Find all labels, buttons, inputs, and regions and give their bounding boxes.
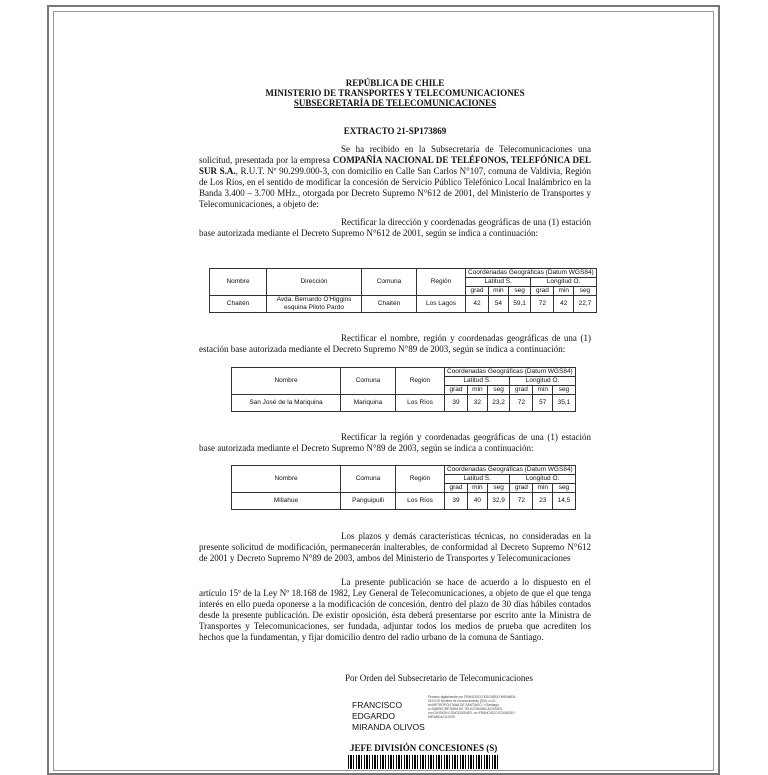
header-subsecretariat: SUBSECRETARÍA DE TELECOMUNICACIONES	[293, 98, 497, 108]
paragraph-1: Rectificar la dirección y coordenadas geográficas de una (1) estación base autorizada mediante el Decreto Supremo N°612 de 2001, según se indica a continuación:	[199, 217, 591, 238]
header-country: REPÚBLICA DE CHILE	[345, 78, 445, 88]
th-min: min	[533, 484, 553, 493]
th-seg: seg	[508, 287, 531, 296]
intro-text-b: , R.U.T. Nº 90.299.000-3, con domicilio en Calle San Carlos N°107, comuna de Valdivia, Región de Los Ríos, en el sentido de modificar la concesión de Servicio Público Telefónico Local Inalámbrico en la Banda 3.400 – 3.700 MHz., otorgada por Decreto Supremo N°612 de 2001, del Ministerio de Transportes y Telecomunicaciones, a objeto de:	[199, 166, 591, 209]
table-row	[210, 296, 597, 313]
table-row	[232, 395, 576, 412]
th-grad: grad	[445, 484, 468, 493]
cell: Panguipulli	[341, 493, 396, 510]
th-nombre: Nombre	[210, 269, 267, 296]
cell: Millahue	[232, 493, 341, 510]
th-grad: grad	[510, 386, 533, 395]
th-grad: grad	[466, 287, 489, 296]
th-longitude: Longitud O.	[531, 278, 596, 287]
signatory-title: JEFE DIVISIÓN CONCESIONES (S)	[350, 743, 498, 753]
cell: 57	[533, 395, 553, 412]
th-nombre: Nombre	[232, 368, 341, 395]
signature-name-line1: FRANCISCO	[352, 700, 403, 710]
th-region: Región	[396, 466, 445, 493]
th-min: min	[554, 287, 574, 296]
cell: 42	[554, 296, 574, 313]
th-grad: grad	[531, 287, 554, 296]
th-min: min	[489, 287, 509, 296]
cell: 23	[533, 493, 553, 510]
signature-name	[352, 700, 425, 733]
th-seg: seg	[574, 287, 597, 296]
table-station-1	[209, 268, 597, 313]
paragraph-3: Rectificar la región y coordenadas geográficas de una (1) estación base autorizada mediante el Decreto Supremo N°89 de 2003, según se indica a continuación:	[199, 432, 591, 453]
cell: Chaitén	[362, 296, 417, 313]
th-min: min	[468, 386, 488, 395]
th-direccion: Dirección	[267, 269, 362, 296]
cell: Los Ríos	[396, 493, 445, 510]
extract-title: EXTRACTO 21-SP173869	[343, 126, 447, 136]
th-latitude: Latitud S.	[466, 278, 531, 287]
intro-text-a: Se ha recibido en la Subsecretaría de Telecomunicaciones una solicitud, presentada por la empresa	[199, 144, 591, 165]
th-longitude: Longitud O.	[510, 377, 575, 386]
cell: Los Ríos	[396, 395, 445, 412]
cell: Chaitén	[210, 296, 267, 313]
cell: 23,2	[487, 395, 510, 412]
th-longitude: Longitud O.	[510, 475, 575, 484]
cell: 14,5	[553, 493, 576, 510]
th-seg: seg	[487, 484, 510, 493]
intro-paragraph	[199, 144, 591, 210]
cell: 72	[510, 493, 533, 510]
cell: 59,1	[508, 296, 531, 313]
th-coordinates: Coordenadas Geográficas (Datum WGS84)	[445, 466, 576, 475]
cell: 35,1	[553, 395, 576, 412]
by-order-line: Por Orden del Subsecretario de Telecomunicaciones	[345, 673, 533, 683]
cell: 32	[468, 395, 488, 412]
cell: Mariquina	[341, 395, 396, 412]
cell: 22,7	[574, 296, 597, 313]
cell: 72	[531, 296, 554, 313]
signature-name-line3: MIRANDA OLIVOS	[352, 722, 425, 732]
th-comuna: Comuna	[341, 368, 396, 395]
cell: Los Lagos	[417, 296, 466, 313]
company-name: COMPAÑÍA NACIONAL DE TELÉFONOS, TELEFÓNICA DEL SUR S.A.	[199, 155, 591, 176]
cell: 32,9	[487, 493, 510, 510]
barcode	[348, 755, 498, 769]
th-seg: seg	[553, 386, 576, 395]
cell: San José de la Mariquina	[232, 395, 341, 412]
cell: 72	[510, 395, 533, 412]
cell: 40	[468, 493, 488, 510]
th-nombre: Nombre	[232, 466, 341, 493]
paragraph-2: Rectificar el nombre, región y coordenadas geográficas de una (1) estación base autorizada mediante el Decreto Supremo N°89 de 2003, según se indica a continuación:	[199, 333, 591, 354]
th-region: Región	[417, 269, 466, 296]
document-body	[199, 78, 591, 239]
th-latitude: Latitud S.	[445, 475, 510, 484]
th-comuna: Comuna	[362, 269, 417, 296]
th-seg: seg	[553, 484, 576, 493]
th-coordinates: Coordenadas Geográficas (Datum WGS84)	[466, 269, 597, 278]
table-station-3	[231, 465, 576, 510]
cell: 42	[466, 296, 489, 313]
th-coordinates: Coordenadas Geográficas (Datum WGS84)	[445, 368, 576, 377]
th-comuna: Comuna	[341, 466, 396, 493]
th-region: Región	[396, 368, 445, 395]
th-grad: grad	[510, 484, 533, 493]
cell: Avda. Bernardo O'Higgins esquina Piloto Pardo	[267, 296, 362, 313]
document-header	[199, 78, 591, 108]
digital-signature-note: Firmado digitalmente por FRANCISCO EDGARDO MIRANDA OLIVOS Nombre de reconocimiento (DN): c=CL, st=METROPOLITANA DE SANTIAGO, l=Santiago, o=SUBSECRETARIA DE TELECOMUNICACIONES, ou=DIVISION CONCESIONES, cn=FRANCISCO EDGARDO MIRANDA OLIVOS	[428, 695, 516, 719]
cell: 39	[445, 493, 468, 510]
header-ministry: MINISTERIO DE TRANSPORTES Y TELECOMUNICACIONES	[265, 88, 525, 98]
paragraph-5: La presente publicación se hace de acuerdo a lo dispuesto en el artículo 15º de la Ley Nº 18.168 de 1982, Ley General de Telecomunicaciones, a objeto de que el que tenga interés en ello pueda oponerse a la modificación de concesión, dentro del plazo de 30 días hábiles contados desde la presente publicación. De existir oposición, ésta deberá presentarse por escrito ante la Ministra de Transportes y Telecomunicaciones, ser fundada, adjuntar todos los medios de prueba que acrediten los hechos que la fundamentan, y fijar domicilio dentro del radio urbano de la comuna de Santiago.	[199, 577, 591, 642]
cell: 39	[445, 395, 468, 412]
th-min: min	[533, 386, 553, 395]
th-seg: seg	[487, 386, 510, 395]
signature-name-line2: EDGARDO	[352, 711, 395, 721]
paragraph-4: Los plazos y demás características técnicas, no consideradas en la presente solicitud de modificación, permanecerán inalterables, de conformidad al Decreto Supremo N°612 de 2001 y Decreto Supremo N°89 de 2003, ambos del Ministerio de Transportes y Telecomunicaciones	[199, 531, 591, 563]
th-grad: grad	[445, 386, 468, 395]
table-row	[232, 493, 576, 510]
th-min: min	[468, 484, 488, 493]
th-latitude: Latitud S.	[445, 377, 510, 386]
table-station-2	[231, 367, 576, 412]
cell: 54	[489, 296, 509, 313]
